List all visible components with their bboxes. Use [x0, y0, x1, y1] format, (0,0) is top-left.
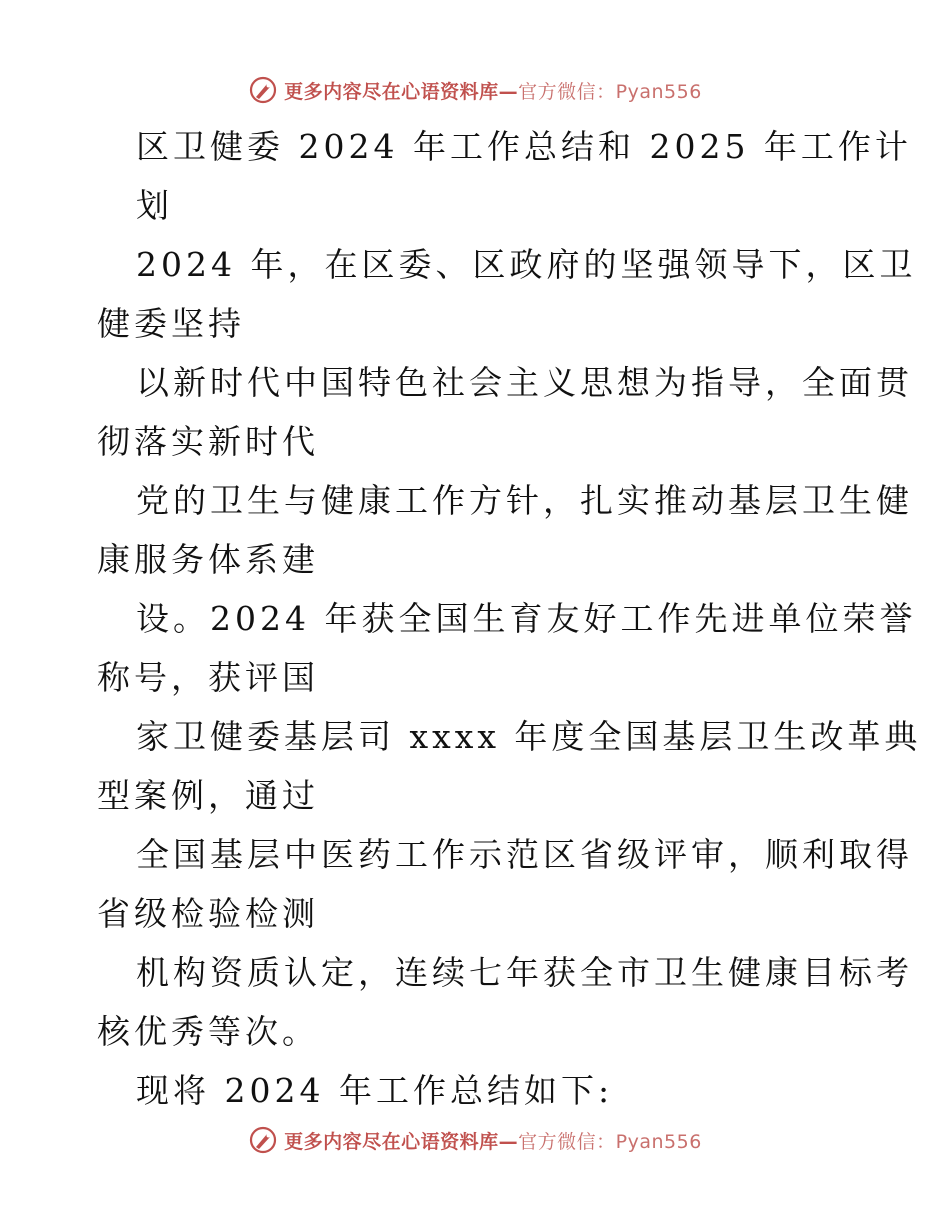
pen-nib-logo-icon	[248, 75, 278, 105]
paragraph-line: 核优秀等次。	[97, 1012, 319, 1051]
paragraph-line: 党的卫生与健康工作方针，扎实推动基层卫生健	[136, 481, 913, 520]
paragraph-line: 家卫健委基层司 xxxx 年度全国基层卫生改革典	[136, 717, 922, 756]
watermark-footer	[0, 1120, 950, 1160]
paragraph-line: 型案例，通过	[97, 776, 319, 815]
watermark-text: 更多内容尽在心语资料库—官方微信：Pyan556	[284, 1130, 702, 1153]
paragraph-line: 现将 2024 年工作总结如下:	[136, 1071, 614, 1110]
paragraph-line: 称号，获评国	[97, 658, 319, 697]
paragraph-line: 彻落实新时代	[97, 422, 319, 461]
watermark-text: 更多内容尽在心语资料库—官方微信：Pyan556	[284, 80, 702, 103]
document-title-line-2: 划	[136, 186, 173, 225]
paragraph-line: 机构资质认定，连续七年获全市卫生健康目标考	[136, 953, 913, 992]
paragraph-line: 康服务体系建	[97, 540, 319, 579]
paragraph-line: 设。2024 年获全国生育友好工作先进单位荣誉	[136, 599, 917, 638]
paragraph-line: 全国基层中医药工作示范区省级评审，顺利取得	[136, 835, 913, 874]
paragraph-line: 2024 年，在区委、区政府的坚强领导下，区卫	[136, 245, 917, 284]
paragraph-line: 省级检验检测	[97, 894, 319, 933]
paragraph-line: 健委坚持	[97, 304, 245, 343]
pen-nib-logo-icon	[248, 1125, 278, 1155]
document-title-line-1: 区卫健委 2024 年工作总结和 2025 年工作计	[136, 127, 912, 166]
paragraph-line: 以新时代中国特色社会主义思想为指导，全面贯	[136, 363, 913, 402]
watermark-header	[0, 70, 950, 110]
